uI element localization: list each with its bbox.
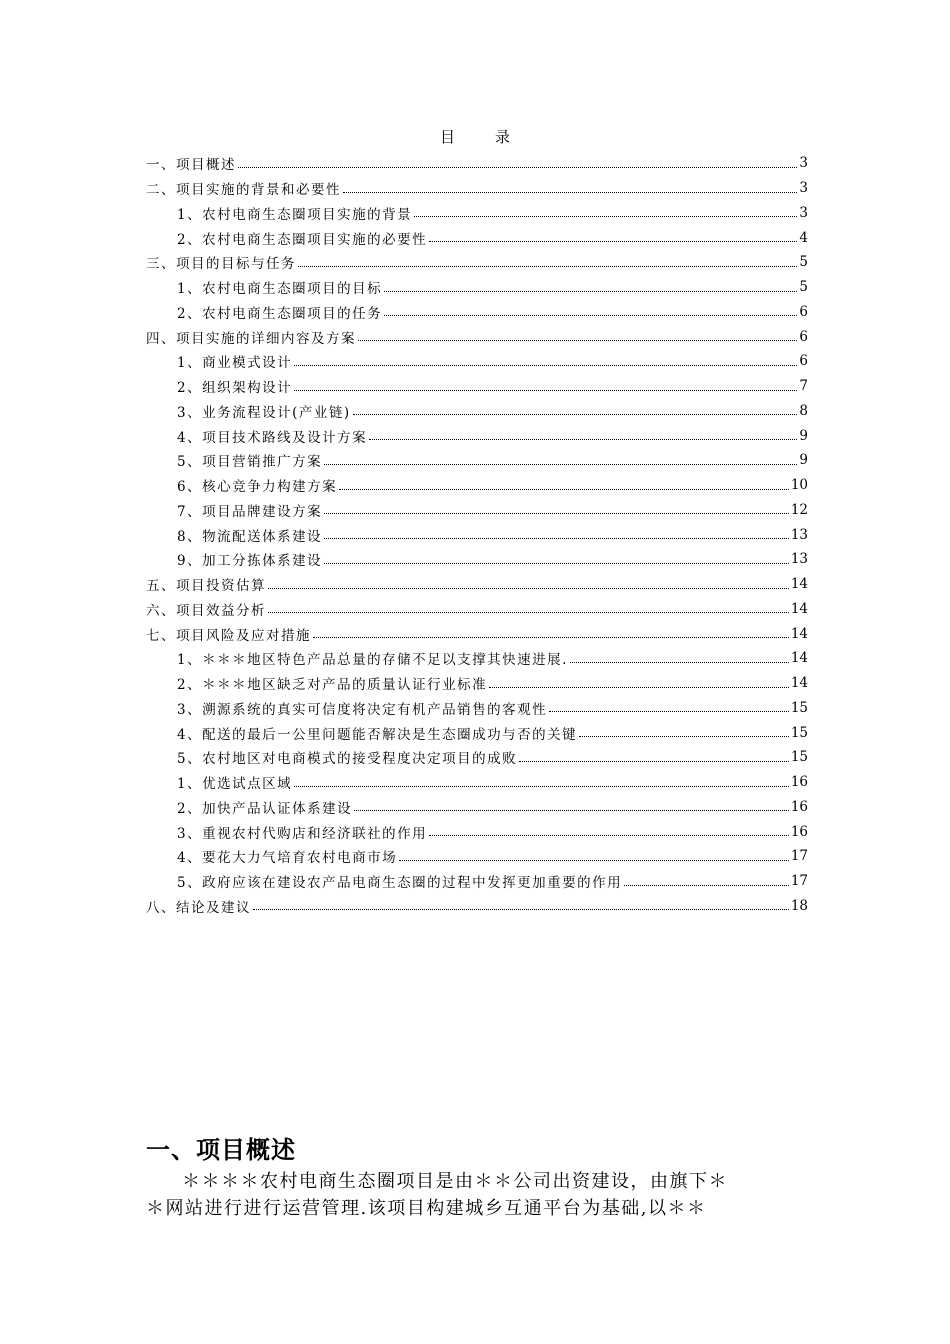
toc-leader-dots [253, 909, 789, 910]
toc-entry[interactable] [146, 522, 808, 547]
toc-leader-dots [353, 414, 798, 415]
toc-entry-page: 5 [799, 254, 808, 271]
toc-entry[interactable] [146, 894, 808, 919]
toc-leader-dots [519, 761, 789, 762]
toc-leader-dots [294, 786, 789, 787]
toc-entry-label: 二、项目实施的背景和必要性 [146, 182, 341, 199]
toc-entry[interactable] [146, 498, 808, 523]
toc-entry[interactable] [146, 844, 808, 869]
toc-leader-dots [429, 835, 789, 836]
toc-entry-label: 2、＊＊＊地区缺乏对产品的质量认证行业标准 [177, 677, 488, 694]
toc-entry-page: 14 [790, 675, 808, 692]
toc-title-right: 录 [495, 128, 511, 146]
toc-entry[interactable] [146, 300, 808, 325]
toc-entry-page: 3 [799, 180, 808, 197]
toc-entry-page: 9 [799, 452, 808, 469]
toc-entry[interactable] [146, 473, 808, 498]
toc-entry-page: 15 [790, 699, 808, 716]
toc-entry-page: 6 [799, 328, 808, 345]
toc-title [0, 126, 950, 147]
toc-entry-page: 17 [790, 848, 808, 865]
toc-entry-page: 6 [799, 303, 808, 320]
toc-leader-dots [324, 538, 789, 539]
toc-entry-page: 14 [790, 600, 808, 617]
toc-leader-dots [414, 216, 797, 217]
toc-leader-dots [294, 390, 797, 391]
toc-entry-page: 6 [799, 353, 808, 370]
toc-entry-page: 5 [799, 279, 808, 296]
toc-entry-label: 六、项目效益分析 [146, 602, 266, 619]
toc-entry-label: 9、加工分拣体系建设 [177, 553, 323, 570]
toc-leader-dots [294, 365, 797, 366]
toc-entry-label: 四、项目实施的详细内容及方案 [146, 330, 356, 347]
toc-entry-label: 4、配送的最后一公里问题能否解决是生态圈成功与否的关键 [177, 726, 578, 743]
toc-entry-label: 2、农村电商生态圈项目实施的必要性 [177, 231, 428, 248]
toc-leader-dots [489, 687, 789, 688]
toc-entry[interactable] [146, 151, 808, 176]
toc-leader-dots [399, 860, 789, 861]
toc-leader-dots [238, 167, 797, 168]
toc-entry[interactable] [146, 423, 808, 448]
toc-entry[interactable] [146, 819, 808, 844]
toc-entry[interactable] [146, 374, 808, 399]
toc-entry-page: 13 [790, 551, 808, 568]
toc-entry[interactable] [146, 597, 808, 622]
toc-entry[interactable] [146, 696, 808, 721]
toc-leader-dots [354, 810, 789, 811]
toc-entry-page: 16 [790, 798, 808, 815]
toc-leader-dots [268, 588, 789, 589]
toc-entry[interactable] [146, 448, 808, 473]
toc-entry-page: 14 [790, 650, 808, 667]
toc-entry-label: 6、核心竞争力构建方案 [177, 479, 338, 496]
toc-entry-page: 8 [799, 402, 808, 419]
toc-entry-page: 3 [799, 204, 808, 221]
toc-entry[interactable] [146, 770, 808, 795]
toc-entry-label: 2、农村电商生态圈项目的任务 [177, 305, 383, 322]
toc-leader-dots [624, 885, 789, 886]
toc-entry-label: 一、项目概述 [146, 157, 236, 174]
toc-leader-dots [384, 315, 797, 316]
toc-leader-dots [384, 291, 797, 292]
section-body [146, 1168, 806, 1222]
toc-entry-page: 14 [790, 625, 808, 642]
toc-entry-page: 15 [790, 749, 808, 766]
toc-entry-label: 8、物流配送体系建设 [177, 528, 323, 545]
toc-entry[interactable] [146, 869, 808, 894]
toc-entry-label: 5、农村地区对电商模式的接受程度决定项目的成败 [177, 751, 518, 768]
toc-entry-page: 17 [790, 873, 808, 890]
toc-entry-label: 八、结论及建议 [146, 899, 251, 916]
toc-entry-page: 4 [799, 229, 808, 246]
toc-title-left: 目 [439, 128, 455, 146]
toc-entry-page: 3 [799, 155, 808, 172]
table-of-contents [146, 151, 808, 918]
toc-entry[interactable] [146, 201, 808, 226]
toc-entry-label: 1、农村电商生态圈项目实施的背景 [177, 206, 413, 223]
toc-entry-label: 七、项目风险及应对措施 [146, 627, 311, 644]
toc-entry-label: 1、优选试点区域 [177, 776, 293, 793]
toc-entry[interactable] [146, 324, 808, 349]
toc-leader-dots [324, 563, 789, 564]
toc-entry[interactable] [146, 349, 808, 374]
toc-entry-label: 1、＊＊＊地区特色产品总量的存储不足以支撑其快速进展. [177, 652, 568, 669]
toc-leader-dots [268, 612, 789, 613]
toc-entry-label: 5、项目营销推广方案 [177, 454, 323, 471]
toc-entry[interactable] [146, 745, 808, 770]
toc-entry-label: 3、溯源系统的真实可信度将决定有机产品销售的客观性 [177, 701, 548, 718]
toc-entry-label: 5、政府应该在建设农产品电商生态圈的过程中发挥更加重要的作用 [177, 875, 623, 892]
toc-leader-dots [343, 192, 797, 193]
toc-entry[interactable] [146, 621, 808, 646]
toc-leader-dots [549, 711, 789, 712]
toc-leader-dots [298, 266, 797, 267]
toc-entry[interactable] [146, 646, 808, 671]
toc-entry-label: 7、项目品牌建设方案 [177, 503, 323, 520]
toc-entry-page: 15 [790, 724, 808, 741]
toc-entry[interactable] [146, 671, 808, 696]
toc-entry[interactable] [146, 399, 808, 424]
body-line-2: ＊网站进行进行运营管理.该项目构建城乡互通平台为基础,以＊＊ [146, 1198, 707, 1219]
toc-entry-label: 2、组织架构设计 [177, 380, 293, 397]
toc-entry[interactable] [146, 225, 808, 250]
toc-entry-page: 18 [790, 897, 808, 914]
toc-entry-label: 1、农村电商生态圈项目的目标 [177, 281, 383, 298]
body-line-1: ＊＊＊＊农村电商生态圈项目是由＊＊公司出资建设，由旗下＊ [182, 1171, 728, 1192]
toc-entry-page: 7 [799, 378, 808, 395]
section-heading: 一、项目概述 [146, 1136, 296, 1164]
toc-entry-label: 2、加快产品认证体系建设 [177, 800, 353, 817]
toc-entry-label: 三、项目的目标与任务 [146, 256, 296, 273]
toc-entry[interactable] [146, 720, 808, 745]
toc-entry-label: 1、商业模式设计 [177, 355, 293, 372]
toc-entry-page: 13 [790, 526, 808, 543]
toc-leader-dots [369, 439, 797, 440]
toc-entry-page: 14 [790, 576, 808, 593]
toc-entry-label: 五、项目投资估算 [146, 578, 266, 595]
toc-entry[interactable] [146, 250, 808, 275]
toc-leader-dots [429, 241, 797, 242]
toc-entry[interactable] [146, 275, 808, 300]
toc-leader-dots [324, 464, 797, 465]
toc-entry[interactable] [146, 176, 808, 201]
toc-entry[interactable] [146, 547, 808, 572]
toc-leader-dots [570, 662, 789, 663]
toc-entry-label: 3、重视农村代购店和经济联社的作用 [177, 825, 428, 842]
toc-entry[interactable] [146, 572, 808, 597]
toc-entry-page: 10 [790, 477, 808, 494]
toc-entry-page: 16 [790, 823, 808, 840]
toc-entry-label: 4、项目技术路线及设计方案 [177, 429, 368, 446]
toc-leader-dots [339, 489, 789, 490]
toc-leader-dots [313, 637, 789, 638]
toc-entry-page: 16 [790, 774, 808, 791]
toc-leader-dots [579, 736, 789, 737]
toc-entry-page: 12 [790, 501, 808, 518]
toc-leader-dots [358, 340, 797, 341]
toc-entry-page: 9 [799, 427, 808, 444]
toc-entry-label: 3、业务流程设计(产业链) [177, 404, 351, 421]
toc-leader-dots [324, 513, 789, 514]
toc-entry[interactable] [146, 795, 808, 820]
toc-entry-label: 4、要花大力气培育农村电商市场 [177, 850, 398, 867]
